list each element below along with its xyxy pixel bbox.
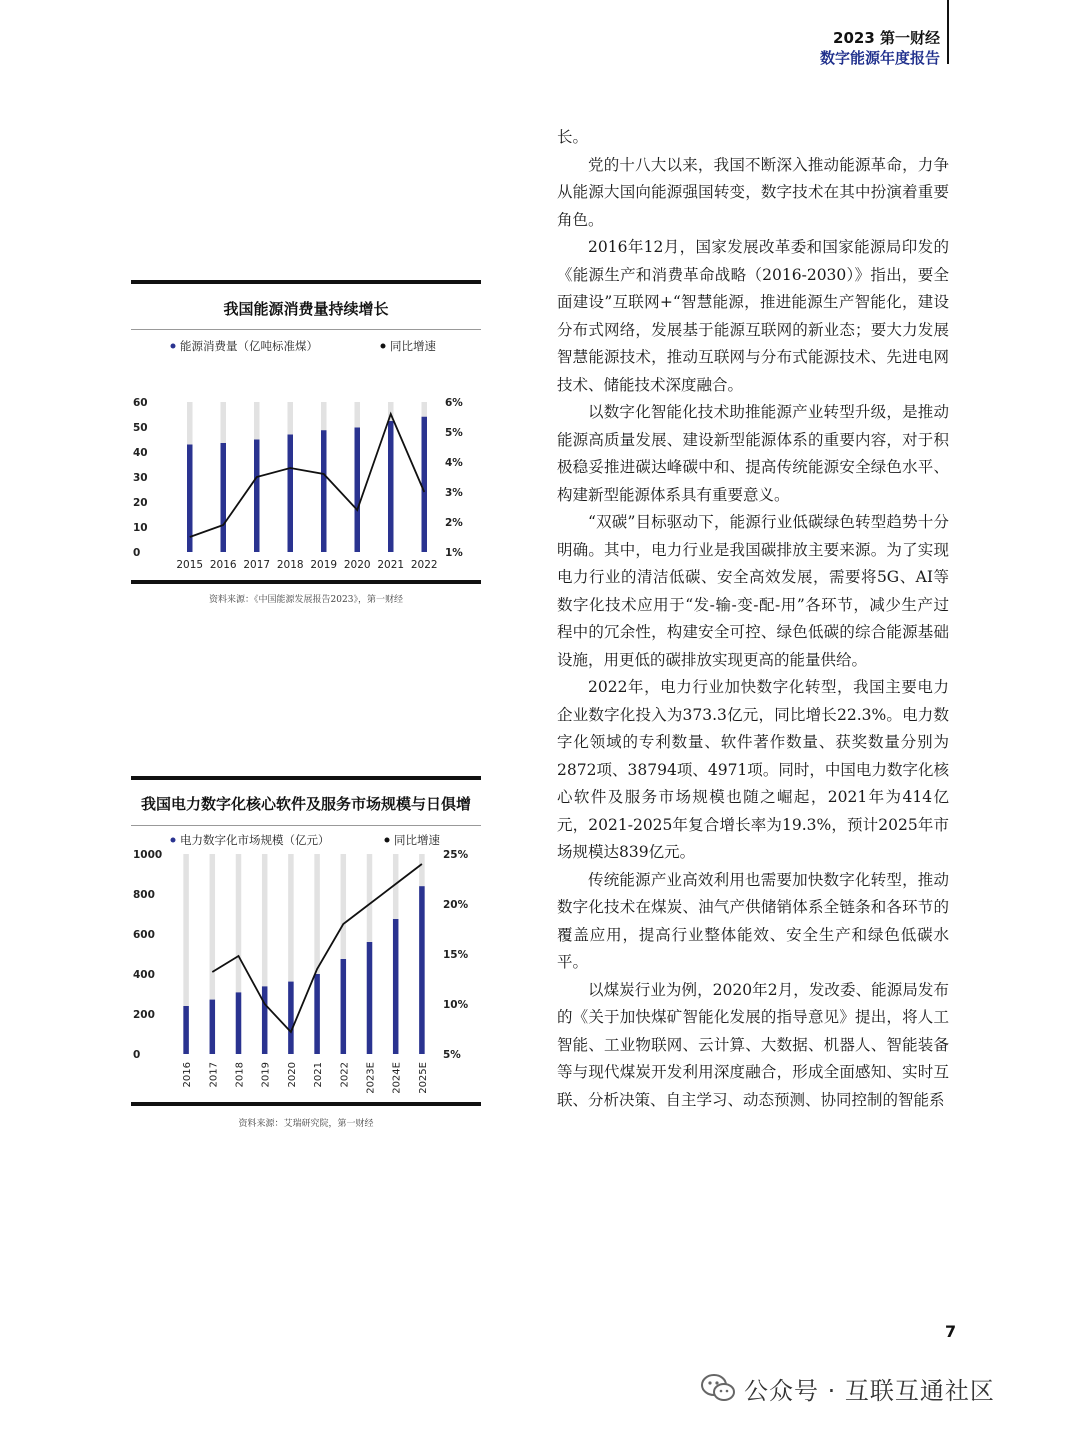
legend-marker-bar: [171, 344, 176, 349]
paragraph: “双碳”目标驱动下，能源行业低碳绿色转型趋势十分明确。其中，电力行业是我国碳排放主要来源。为了实现电力行业的清洁低碳、安全高效发展，需要将5G、AI等数字化技术应用于“发-输-变-配-用”各环节，减少生产过程中的冗余性，构建安全可控、绿色低碳的综合能源基础设施，用更低的碳排放实现更高的能量供给。: [557, 513, 949, 669]
x-tick-label: 2022: [339, 1062, 351, 1088]
chart-bottom-bar: [131, 580, 481, 584]
bar: [288, 982, 294, 1054]
header-line-1: 2023 第一财经: [833, 29, 940, 47]
bar: [183, 1006, 189, 1054]
x-tick-label: 2018: [234, 1062, 246, 1088]
legend-marker-bar: [171, 838, 176, 843]
paragraph: 2016年12月，国家发展改革委和国家能源局印发的《能源生产和消费革命战略（2016-2030）》指出，要全面建设”互联网+“智慧能源，推进能源生产智能化，建设分布式网络，发展基于能源互联网的新业态；要大力发展智慧能源技术，推动互联网与分布式能源技术、先进电网技术、储能技术深度融合。: [557, 238, 949, 394]
x-tick-label: 2021: [313, 1062, 325, 1088]
y-tick-label-left: 10: [133, 522, 148, 534]
bar: [262, 986, 268, 1054]
y-tick-label-left: 800: [133, 889, 155, 901]
y-tick-label-left: 40: [133, 447, 148, 459]
legend-label: 能源消费量（亿吨标准煤）: [180, 339, 318, 353]
bar: [393, 919, 399, 1054]
chart-source: 资料来源：《中国能源发展报告2023》，第一财经: [209, 595, 403, 605]
report-header: [820, 28, 940, 68]
wechat-icon: [700, 1373, 736, 1403]
y-tick-label-left: 0: [133, 547, 141, 559]
paragraph: 传统能源产业高效利用也需要加快数字化转型，推动数字化技术在煤炭、油气产供储销体系全链条和各环节的覆盖应用，提高行业整体能效、安全生产和绿色低碳水平。: [557, 870, 949, 971]
x-tick-label: 2016: [209, 559, 237, 571]
x-tick-label: 2016: [182, 1062, 194, 1088]
x-tick-label: 2015: [176, 559, 204, 571]
bar: [210, 1000, 216, 1054]
chart-title: 我国电力数字化核心软件及服务市场规模与日俱增: [140, 795, 471, 813]
legend-label: 同比增速: [390, 339, 436, 353]
y-tick-label-left: 0: [133, 1049, 141, 1061]
article-body: [557, 124, 949, 1114]
x-tick-label: 2019: [310, 559, 338, 571]
x-tick-label: 2022: [410, 559, 438, 571]
x-tick-label: 2023E: [365, 1062, 377, 1094]
legend-marker-line: [385, 838, 390, 843]
y-tick-label-right: 15%: [443, 949, 469, 961]
chart-source: 资料来源：艾瑞研究院，第一财经: [238, 1119, 374, 1129]
y-tick-label-right: 25%: [443, 849, 469, 861]
chart-plot: [131, 826, 481, 1102]
y-tick-label-right: 6%: [445, 397, 463, 409]
y-tick-label-right: 2%: [445, 517, 463, 529]
y-tick-label-right: 10%: [443, 999, 469, 1011]
footer-brand-text: 公众号 · 互联互通社区: [744, 1376, 995, 1405]
y-tick-label-right: 1%: [445, 547, 463, 559]
bar: [314, 974, 320, 1054]
x-tick-label: 2017: [208, 1062, 220, 1088]
bar: [341, 959, 347, 1054]
y-tick-label-left: 400: [133, 969, 155, 981]
paragraph: 党的十八大以来，我国不断深入推动能源革命，力争从能源大国向能源强国转变，数字技术在其中扮演着重要角色。: [557, 155, 949, 229]
y-tick-label-left: 600: [133, 929, 155, 941]
legend-marker-line: [381, 344, 386, 349]
bar: [221, 443, 227, 552]
bar: [367, 942, 373, 1054]
y-tick-label-right: 5%: [443, 1049, 461, 1061]
x-tick-label: 2021: [377, 559, 405, 571]
chart-plot: [131, 330, 481, 580]
bar: [355, 428, 361, 553]
x-tick-label: 2020: [286, 1062, 298, 1088]
y-tick-label-right: 20%: [443, 899, 469, 911]
footer-brand: [700, 1368, 995, 1408]
paragraph: 以数字化智能化技术助推能源产业转型升级，是推动能源高质量发展、建设新型能源体系的重要内容，对于积极稳妥推进碳达峰碳中和、提高传统能源安全绿色水平、构建新型能源体系具有重要意义。: [557, 403, 949, 504]
y-tick-label-left: 60: [133, 397, 148, 409]
bar: [388, 421, 394, 552]
page-number: 7: [945, 1322, 957, 1341]
y-tick-label-left: 1000: [133, 849, 163, 861]
bar: [288, 435, 294, 553]
x-tick-label: 2020: [343, 559, 371, 571]
chart-bottom-bar: [131, 1102, 481, 1106]
y-tick-label-left: 30: [133, 472, 148, 484]
y-tick-label-right: 5%: [445, 427, 463, 439]
y-tick-label-left: 200: [133, 1009, 155, 1021]
bar: [419, 886, 425, 1054]
legend-label: 电力数字化市场规模（亿元）: [180, 833, 330, 847]
y-tick-label-right: 3%: [445, 487, 463, 499]
x-tick-label: 2024E: [391, 1062, 403, 1094]
header-rule: [947, 0, 949, 64]
header-line-2: 数字能源年度报告: [819, 49, 940, 67]
bar: [422, 417, 428, 552]
y-tick-label-right: 4%: [445, 457, 463, 469]
bar: [254, 440, 260, 553]
paragraph: 长。: [557, 128, 589, 146]
paragraph: 以煤炭行业为例，2020年2月，发改委、能源局发布的《关于加快煤矿智能化发展的指导意见》提出，将人工智能、工业物联网、云计算、大数据、机器人、智能装备等与现代煤炭开发利用深度融合，形成全面感知、实时互联、分析决策、自主学习、动态预测、协同控制的智能系: [557, 980, 949, 1109]
x-tick-label: 2025E: [417, 1062, 429, 1094]
legend-label: 同比增速: [394, 833, 440, 847]
bar: [236, 992, 242, 1054]
bar: [321, 430, 327, 552]
x-tick-label: 2017: [243, 559, 271, 571]
x-tick-label: 2018: [276, 559, 304, 571]
power-digital-market-chart: [131, 776, 481, 1129]
energy-consumption-chart: [131, 280, 481, 605]
y-tick-label-left: 50: [133, 422, 148, 434]
y-tick-label-left: 20: [133, 497, 148, 509]
chart-title: 我国能源消费量持续增长: [223, 300, 389, 318]
x-tick-label: 2019: [260, 1062, 272, 1088]
paragraph: 2022年，电力行业加快数字化转型，我国主要电力企业数字化投入为373.3亿元，同比增长22.3%。电力数字化领域的专利数量、软件著作数量、获奖数量分别为2872项、38794项、4971项。同时，中国电力数字化核心软件及服务市场规模也随之崛起，2021年为414亿元，2021-2025年复合增长率为19.3%，预计2025年市场规模达839亿元。: [557, 678, 949, 861]
